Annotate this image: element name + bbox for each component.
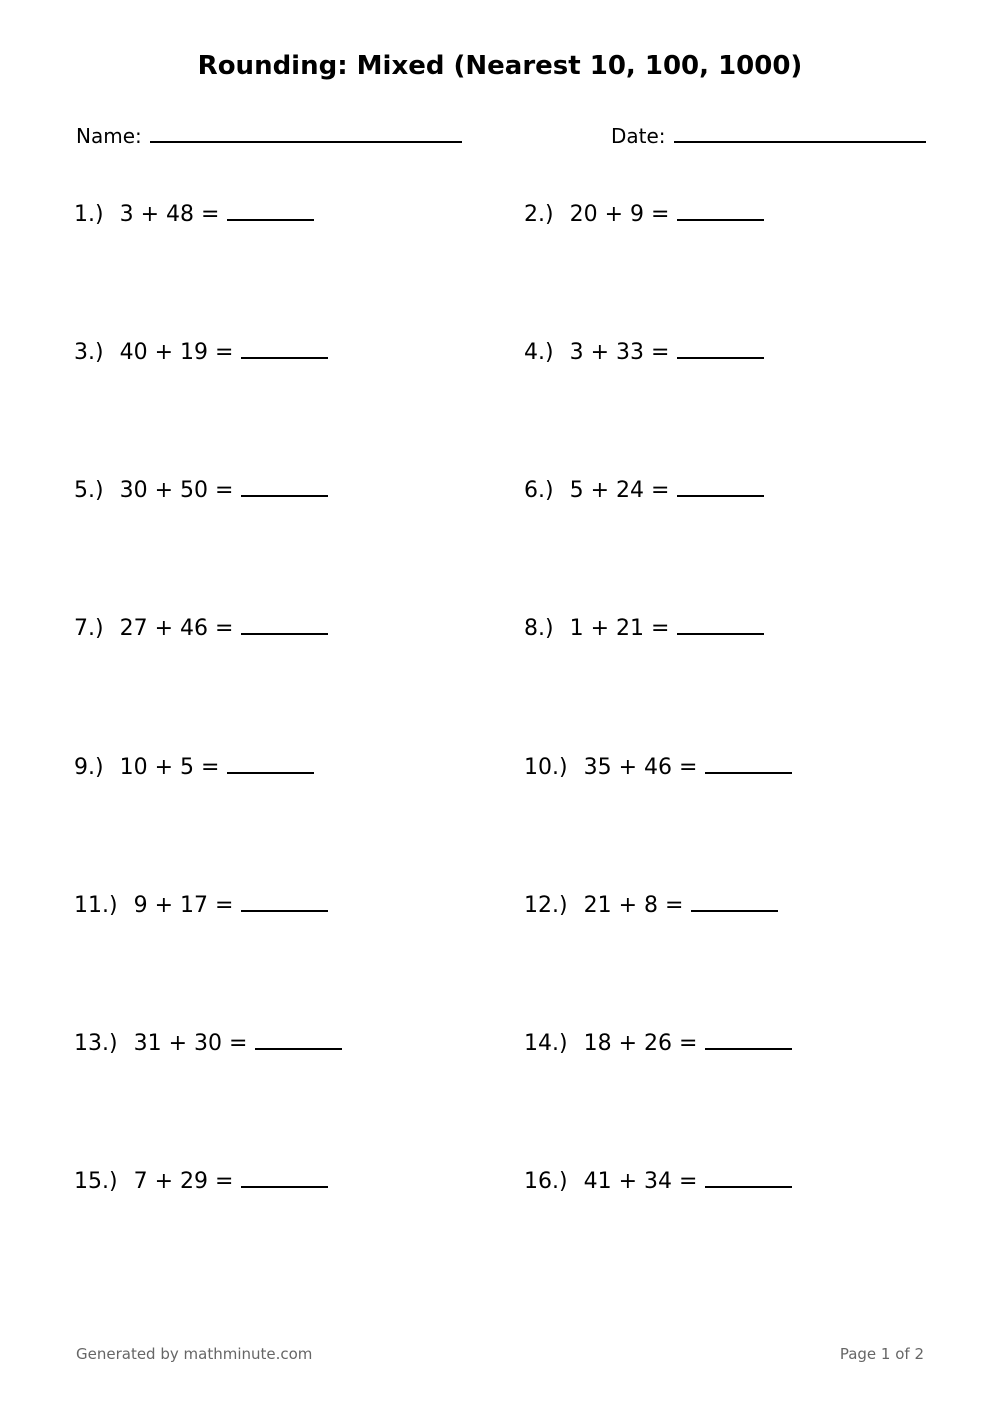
- problem-number: 5.): [74, 478, 104, 503]
- answer-blank[interactable]: [677, 201, 764, 221]
- answer-blank[interactable]: [255, 1030, 342, 1050]
- problem-item: [524, 1167, 792, 1197]
- problem-number: 13.): [74, 1031, 118, 1056]
- problem-number: 6.): [524, 478, 554, 503]
- problem-number: 3.): [74, 340, 104, 365]
- answer-blank[interactable]: [677, 615, 764, 635]
- problem-item: [524, 476, 764, 506]
- problem-item: [524, 891, 778, 921]
- problem-item: [74, 753, 314, 783]
- problem-number: 7.): [74, 616, 104, 641]
- answer-blank[interactable]: [677, 339, 764, 359]
- problem-expression: 9 + 17 =: [133, 893, 234, 918]
- answer-blank[interactable]: [227, 201, 314, 221]
- answer-blank[interactable]: [705, 1168, 792, 1188]
- problem-number: 9.): [74, 755, 104, 780]
- problem-number: 4.): [524, 340, 554, 365]
- answer-blank[interactable]: [677, 477, 764, 497]
- problem-number: 1.): [74, 202, 104, 227]
- problem-item: [74, 476, 328, 506]
- problem-item: [524, 753, 792, 783]
- footer-page-number: Page 1 of 2: [839, 1345, 924, 1363]
- problem-item: [524, 200, 764, 230]
- problem-number: 11.): [74, 893, 118, 918]
- answer-blank[interactable]: [241, 1168, 328, 1188]
- problem-expression: 18 + 26 =: [583, 1031, 698, 1056]
- problem-number: 10.): [524, 755, 568, 780]
- problem-item: [74, 614, 328, 644]
- problem-item: [74, 1029, 342, 1059]
- answer-blank[interactable]: [691, 892, 778, 912]
- problem-item: [524, 1029, 792, 1059]
- date-field: [611, 122, 926, 150]
- problem-expression: 20 + 9 =: [569, 202, 670, 227]
- problem-expression: 30 + 50 =: [119, 478, 234, 503]
- problem-number: 14.): [524, 1031, 568, 1056]
- problem-item: [74, 1167, 328, 1197]
- name-answer-line[interactable]: [150, 123, 462, 143]
- answer-blank[interactable]: [705, 754, 792, 774]
- problem-expression: 41 + 34 =: [583, 1169, 698, 1194]
- footer-generator: Generated by mathminute.com: [76, 1345, 313, 1363]
- answer-blank[interactable]: [241, 339, 328, 359]
- name-field: [76, 122, 462, 150]
- answer-blank[interactable]: [241, 477, 328, 497]
- problem-expression: 35 + 46 =: [583, 755, 698, 780]
- problem-item: [524, 614, 764, 644]
- problem-expression: 40 + 19 =: [119, 340, 234, 365]
- problem-expression: 1 + 21 =: [569, 616, 670, 641]
- name-label: Name:: [76, 124, 142, 148]
- answer-blank[interactable]: [241, 615, 328, 635]
- problem-expression: 21 + 8 =: [583, 893, 684, 918]
- problem-expression: 10 + 5 =: [119, 755, 220, 780]
- problem-item: [74, 891, 328, 921]
- problem-item: [74, 338, 328, 368]
- problem-item: [524, 338, 764, 368]
- answer-blank[interactable]: [227, 754, 314, 774]
- problem-number: 15.): [74, 1169, 118, 1194]
- problem-expression: 31 + 30 =: [133, 1031, 248, 1056]
- problem-expression: 3 + 48 =: [119, 202, 220, 227]
- problem-expression: 5 + 24 =: [569, 478, 670, 503]
- problem-expression: 27 + 46 =: [119, 616, 234, 641]
- problem-number: 12.): [524, 893, 568, 918]
- problem-number: 8.): [524, 616, 554, 641]
- problem-item: [74, 200, 314, 230]
- answer-blank[interactable]: [705, 1030, 792, 1050]
- problem-expression: 7 + 29 =: [133, 1169, 234, 1194]
- problem-expression: 3 + 33 =: [569, 340, 670, 365]
- problem-number: 16.): [524, 1169, 568, 1194]
- worksheet-title: Rounding: Mixed (Nearest 10, 100, 1000): [197, 51, 803, 81]
- answer-blank[interactable]: [241, 892, 328, 912]
- date-label: Date:: [611, 124, 666, 148]
- date-answer-line[interactable]: [674, 123, 926, 143]
- problem-number: 2.): [524, 202, 554, 227]
